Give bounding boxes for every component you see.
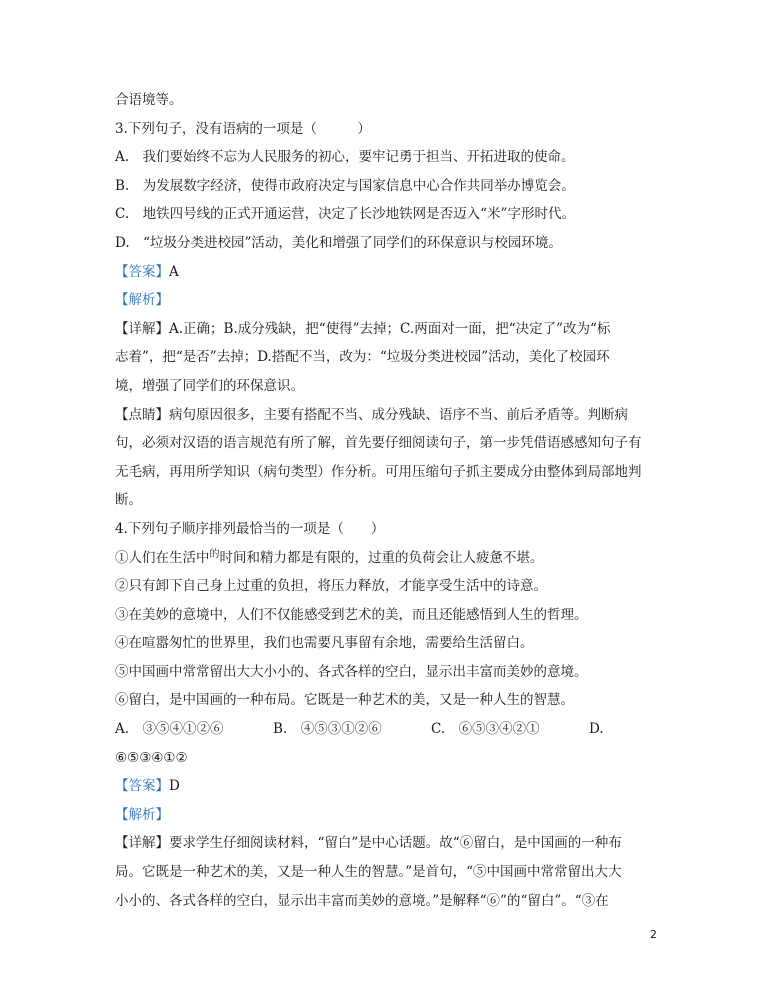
question-4-title: 4.下列句子顺序排列最恰当的一项是（ ） [115, 520, 385, 537]
tip-tag: 【点睛】 [115, 406, 169, 423]
answer-text: A [169, 263, 179, 280]
question-4-option-d-label: D. [589, 721, 604, 738]
question-3-tip-line: 句，必须对汉语的语言规范有所了解，首先要仔细阅读句子，第一步凭借语感感知句子有 [115, 435, 642, 452]
question-4-option-c: C. ⑥⑤③④②① [431, 721, 540, 738]
question-4-detail-line [115, 829, 655, 858]
question-3-answer [115, 258, 655, 287]
question-3-option-c: C. 地铁四号线的正式开通运营，决定了长沙地铁网是否迈入“米”字形时代。 [115, 206, 575, 223]
question-4-option-b: B. ④⑤③①②⑥ [273, 721, 382, 738]
sentence-text: 的 [209, 548, 220, 560]
answer-tag: 【答案】 [115, 263, 169, 280]
question-3-tip-line [115, 401, 655, 430]
analysis-tag: 【解析】 [115, 806, 169, 823]
text-line: 合语境等。 [115, 92, 183, 108]
question-3-detail-line: 志着”，把“是否”去掉；D.搭配不当，改为：“垃圾分类进校园”活动，美化了校园环 [115, 349, 610, 366]
document-body [115, 86, 655, 915]
question-3-option-d: D. “垃圾分类进校园”活动，美化和增强了同学们的环保意识与校园环境。 [115, 234, 562, 251]
question-3-detail-line [115, 315, 655, 344]
question-4-sentence-4: ④在喧嚣匆忙的世界里，我们也需要凡事留有余地，需要给生活留白。 [115, 635, 534, 652]
detail-tag: 【详解】 [115, 320, 169, 337]
question-4-option-a: A. ③⑤④①②⑥ [115, 721, 224, 738]
detail-tag: 【详解】 [115, 835, 169, 852]
question-4-detail-line: 小小的、各式各样的空白，显示出丰富而美妙的意境。”是解释“⑥”的“留白”。“③在 [115, 892, 609, 909]
question-4-sentence-6: ⑥留白，是中国画的一种布局。它既是一种艺术的美，又是一种人生的智慧。 [115, 692, 574, 709]
question-4-answer [115, 772, 655, 801]
question-3-option-b: B. 为发展数字经济，使得市政府决定与国家信息中心合作共同举办博览会。 [115, 177, 575, 194]
sentence-text: ①人们在生活中 [115, 549, 210, 566]
question-4-sentence-2: ②只有卸下自己身上过重的负担，将压力释放，才能享受生活中的诗意。 [115, 578, 547, 595]
page-number: 2 [650, 928, 657, 941]
question-3-analysis [115, 286, 655, 315]
question-4-sentence-1 [115, 544, 655, 573]
analysis-tag: 【解析】 [115, 292, 169, 309]
question-4-options [115, 715, 655, 744]
detail-text: A.正确；B.成分残缺，把“使得”去掉；C.两面对一面，把“决定了”改为“标 [169, 320, 611, 337]
sentence-text: 时间和精力都是有限的，过重的负荷会让人疲惫不堪。 [219, 549, 544, 566]
question-3-title: 3.下列句子，没有语病的一项是（ ） [115, 120, 371, 137]
answer-text: D [169, 778, 180, 795]
tip-text: 病句原因很多，主要有搭配不当、成分残缺、语序不当、前后矛盾等。判断病 [169, 406, 628, 423]
detail-text: 要求学生仔细阅读材料，“留白”是中心话题。故“⑥留白，是中国画的一种布 [169, 835, 622, 852]
question-4-detail-line: 局。它既是一种艺术的美，又是一种人生的智慧。”是首句，“⑤中国画中常常留出大大 [115, 864, 622, 881]
question-3-tip-line: 无毛病，再用所学知识（病句类型）作分析。可用压缩句子抓主要成分由整体到局部地判 [115, 463, 642, 480]
question-3-tip-line: 断。 [115, 492, 142, 509]
answer-tag: 【答案】 [115, 778, 169, 795]
question-4-sentence-3: ③在美妙的意境中，人们不仅能感受到艺术的美，而且还能感悟到人生的哲理。 [115, 606, 588, 623]
question-3-option-a: A. 我们要始终不忘为人民服务的初心，要牢记勇于担当、开拓进取的使命。 [115, 149, 575, 166]
question-4-analysis [115, 801, 655, 830]
question-3-detail-line: 境，增强了同学们的环保意识。 [115, 377, 304, 394]
question-4-option-d-value: ⑥⑤③④①② [115, 749, 188, 766]
question-4-sentence-5: ⑤中国画中常常留出大大小小的、各式各样的空白，显示出丰富而美妙的意境。 [115, 663, 588, 680]
